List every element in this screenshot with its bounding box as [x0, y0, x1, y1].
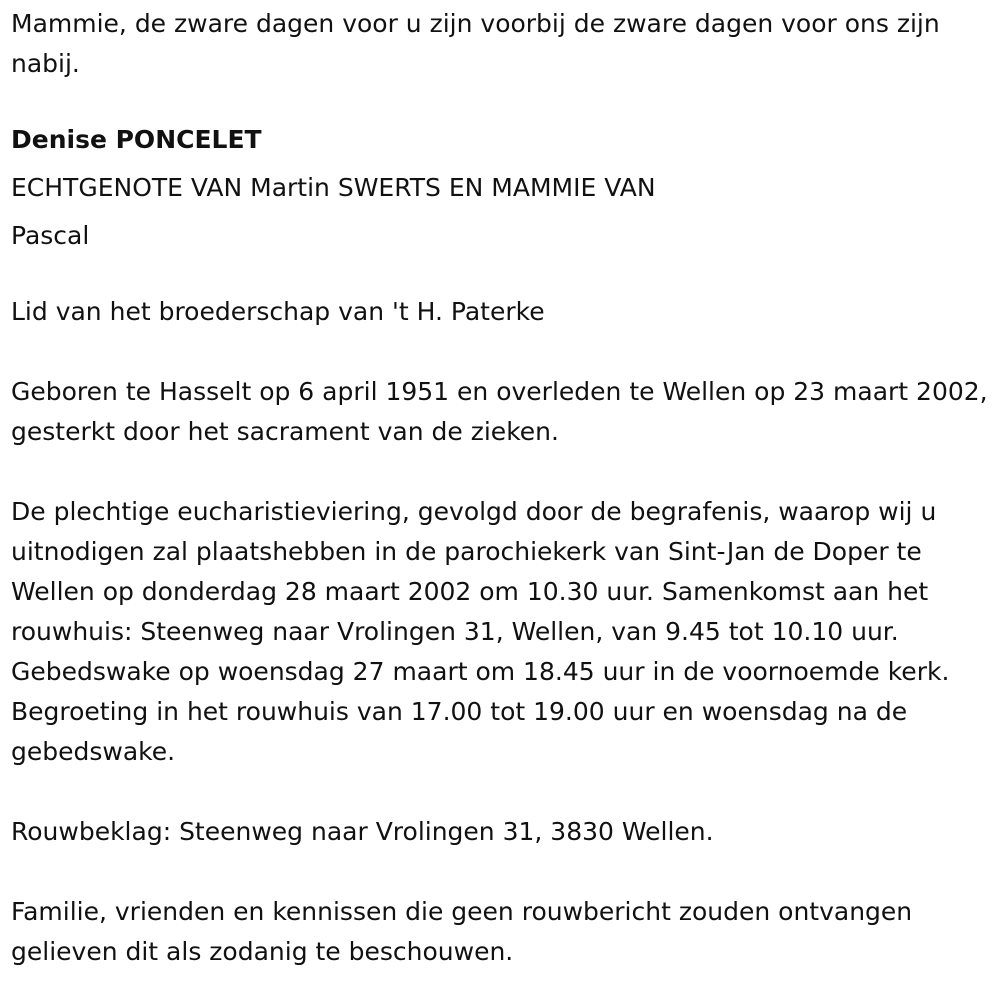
ceremony-paragraph: De plechtige eucharistieviering, gevolgd door de begrafenis, waarop wij u uitnodigen zal plaatshebben in de parochiekerk van Sint-Jan de Doper te Wellen op donderdag 28 maart 2002 om 10.30 uur. Samenkomst aan het rouwhuis: Steenweg naar Vrolingen 31, Wellen, van 9.45 tot 10.10 uur. Gebedswake op woensdag 27 maart om 18.45 uur in de voornoemde kerk. Begroeting in het rouwhuis van 17.00 tot 19.00 uur en woensdag na de gebedswake. [11, 497, 950, 766]
deceased-name: Denise PONCELET [11, 125, 262, 154]
intro-verse: Mammie, de zware dagen voor u zijn voorbij de zware dagen voor ons zijn nabij. [11, 9, 940, 78]
condolence-address: Rouwbeklag: Steenweg naar Vrolingen 31, 3830 Wellen. [11, 817, 714, 846]
obituary-document [11, 4, 991, 972]
spouse-line: ECHTGENOTE VAN Martin SWERTS EN MAMMIE VAN [11, 173, 656, 202]
membership-line: Lid van het broederschap van 't H. Paterke [11, 297, 545, 326]
birth-death-paragraph: Geboren te Hasselt op 6 april 1951 en overleden te Wellen op 23 maart 2002, gesterkt door het sacrament van de zieken. [11, 377, 988, 446]
closing-note: Familie, vrienden en kennissen die geen rouwbericht zouden ontvangen gelieven dit als zodanig te beschouwen. [11, 897, 913, 966]
children-line: Pascal [11, 221, 90, 250]
